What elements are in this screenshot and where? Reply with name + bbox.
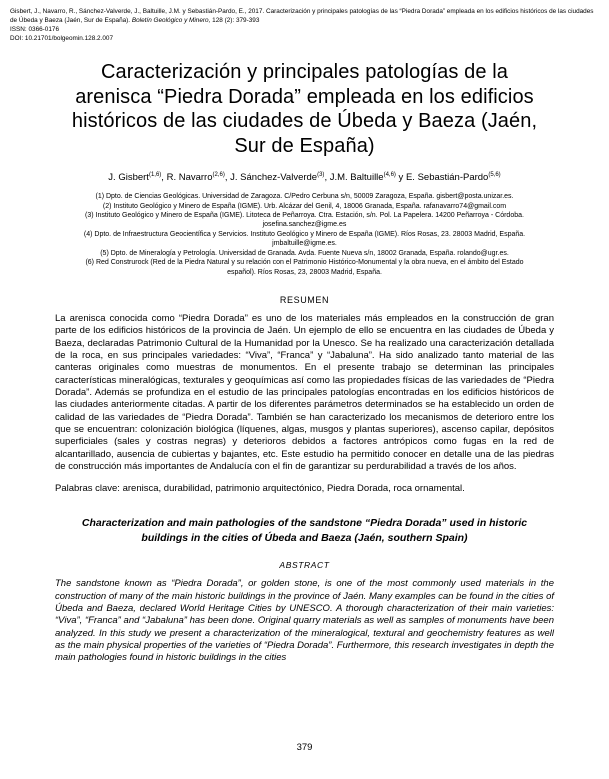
- affiliation-line: (3) Instituto Geológico y Minero de España (IGME). Litoteca de Peñarroya. Ctra. Estación, s/n. Pol. La Papelera. 14200 Peñarroya - Córdoba. josefina.sanchez@igme.es: [85, 211, 524, 229]
- citation-before: Gisbert, J., Navarro, R., Sánchez-Valverde, J., Baltuille, J.M. y Sebastián-Pardo, E., 2017. Caracterización y principales patologías de las “Piedra Dorada” empleada en los edificios históricos de las ciudades de Úbeda y Baeza (Jaén, Sur de España).: [10, 8, 594, 24]
- author-name: J.M. Baltuille: [329, 172, 384, 184]
- keywords-label: Palabras clave:: [55, 483, 120, 495]
- author-name: E. Sebastián-Pardo: [405, 172, 489, 184]
- authors-line: [10, 172, 599, 183]
- author-separator: ,: [324, 172, 330, 184]
- author-superscript: (3): [317, 171, 325, 178]
- author-separator: y: [395, 172, 406, 184]
- author: [330, 172, 406, 183]
- author-superscript: (4,6): [383, 171, 396, 178]
- abstract-body: The sandstone known as “Piedra Dorada”, or golden stone, is one of the most commonly used materials in the construction of many of the main historic buildings in the province of Jaén. Many examples can be found in the cities of Úbeda and Baeza, declared World Heritage Cities by UNESCO. A thorough characterization of their main varieties: “Viva”, “Franca” and “Jabaluna” has been done. Original quarry materials as well as samples of monuments have been analyzed. In this study we present a characterization of the mineralogical, textural and geochemistry features as well as the main physical properties of the varieties of “Piedra Dorada”. Furthermore, this research investigates in depth the main pathologies found in historic buildings in the cities: [55, 578, 554, 664]
- author-superscript: (1,6): [148, 171, 162, 178]
- resumen-body: La arenisca conocida como “Piedra Dorada” es uno de los materiales más empleados en la construcción de gran parte de los edificios históricos de la provincia de Jaén. Un ejemplo de ello se encuentra en las ciudades de Úbeda y Baeza, declaradas Patrimonio Cultural de la Humanidad por la Unesco. Se ha realizado una caracterización detallada de la roca, en sus principales variedades: “Viva”, “Franca” y “Jabaluna”. Ha sido analizado tanto material de las canteras originales como muestras de monumentos. En el presente trabajo se determinan las principales características mineralógicas, texturales y geoquímicas así como las propiedades físicas de las variedades de “Piedra Dorada”. Además se profundiza en el estudio de las principales patologías encontradas en los edificios históricos de las ciudades anteriormente citadas. A partir de los diferentes parámetros determinados se ha establecido un orden de calidad de las variedades de “Piedra Dorada”. También se han caracterizado los mecanismos de deterioro entre los que se encuentran: colonización biológica (líquenes, algas, musgos y plantas superiores), ascenso capilar, depósitos superficiales (sales y costras negras) y deterioros debidos a factores antrópicos como fugas en la red de alcantarillado, ausencia de cubiertas y bajantes, etc. Este estudio ha permitido conocer en detalle una de las piedras de construcción más importantes de Andalucía con el fin de garantizar su perdurabilidad a través de los años.: [55, 313, 554, 473]
- citation-header: [10, 8, 599, 44]
- affiliation-line: (1) Dpto. de Ciencias Geológicas. Universidad de Zaragoza. C/Pedro Cerbuna s/n, 50009 Zaragoza, España. gisbert@posta.unizar.es.: [95, 193, 514, 201]
- author-name: J. Sánchez-Valverde: [230, 172, 318, 184]
- author-separator: ,: [161, 172, 167, 184]
- affiliation-line: (4) Dpto. de Infraestructura Geocientífica y Servicios. Instituto Geológico y Minero de España (IGME). Ríos Rosas, 23. 28003 Madrid, España. jmbaltuille@igme.es.: [83, 230, 526, 248]
- author-superscript: (2,6): [212, 171, 225, 178]
- citation-after: 128 (2): 379-393: [210, 16, 260, 24]
- author-name: R. Navarro: [166, 172, 213, 184]
- keywords-text: arenisca, durabilidad, patrimonio arquitectónico, Piedra Dorada, roca ornamental.: [119, 483, 465, 495]
- author-name: J. Gisbert: [108, 172, 149, 184]
- doi-line: DOI: 10.21701/bolgeomin.128.2.007: [10, 34, 114, 42]
- keywords-line: [55, 483, 554, 495]
- author: [108, 172, 166, 183]
- author-superscript: (5,6): [488, 171, 501, 178]
- paper-title: Caracterización y principales patologías de la arenisca “Piedra Dorada” empleada en los edificios históricos de las ciudades de Úbeda y Baeza (Jaén, Sur de España): [71, 60, 538, 158]
- affiliations-block: [74, 192, 536, 277]
- citation-text: [10, 8, 599, 26]
- author: [230, 172, 330, 183]
- resumen-heading: RESUMEN: [279, 295, 330, 305]
- affiliation-line: (6) Red Construrock (Red de la Piedra Natural y su relación con el Patrimonio Histórico-Monumental y la obra nueva, en el ámbito del Estado español). Ríos Rosas, 23, 28003 Madrid, España.: [85, 259, 524, 276]
- abstract-heading: ABSTRACT: [279, 560, 330, 571]
- article-body: [55, 295, 554, 665]
- affiliation-line: (5) Dpto. de Mineralogía y Petrología. Universidad de Granada. Avda. Fuente Nueva s/n, 18002 Granada, España. rolando@ugr.es.: [100, 249, 509, 257]
- author: [167, 172, 231, 183]
- issn-line: ISSN: 0366-0176: [10, 25, 60, 33]
- page-number: 379: [296, 742, 313, 753]
- affiliation-line: (2) Instituto Geológico y Minero de España (IGME). Urb. Alcázar del Genil, 4, 18006 Granada, España. rafanavarro74@gmail.com: [102, 202, 507, 210]
- english-title: Characterization and main pathologies of the sandstone “Piedra Dorada” used in historic buildings in the cities of Úbeda and Baeza (Jaén, southern Spain): [81, 516, 528, 544]
- author: [406, 172, 501, 183]
- citation-journal: Boletín Geológico y Minero,: [131, 16, 211, 24]
- author-separator: ,: [224, 172, 231, 184]
